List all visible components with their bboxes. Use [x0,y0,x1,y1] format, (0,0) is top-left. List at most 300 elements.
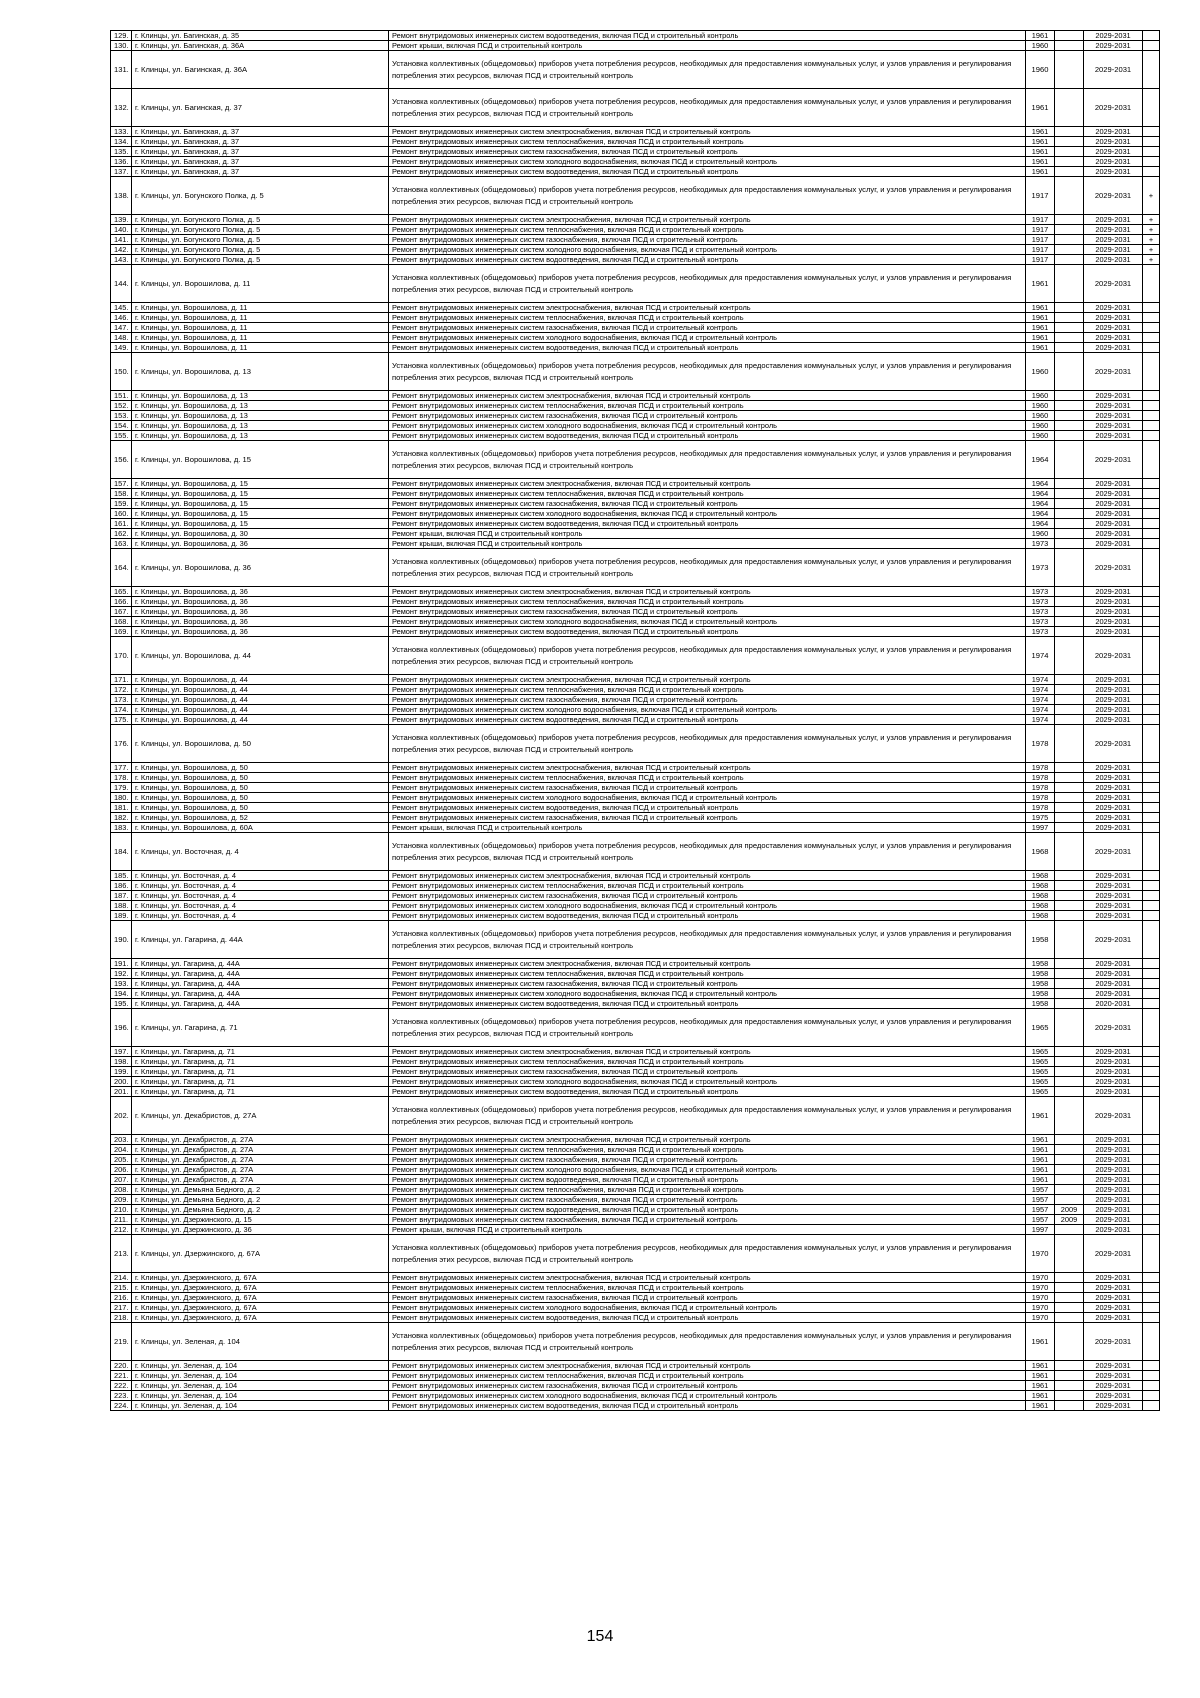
table-row [111,1401,1160,1411]
last-repair-year-cell [1055,1067,1084,1077]
status-mark-cell [1143,763,1160,773]
work-type-cell: Ремонт внутридомовых инженерных систем теплоснабжения, включая ПСД и строительный контроль [389,773,1026,783]
row-number-cell: 157. [111,479,132,489]
work-type-cell: Ремонт внутридомовых инженерных систем газоснабжения, включая ПСД и строительный контроль [389,323,1026,333]
table-row [111,235,1160,245]
planned-period-cell: 2029-2031 [1084,1205,1143,1215]
status-mark-cell [1143,549,1160,587]
status-mark-cell [1143,519,1160,529]
address-cell: г. Клинцы, ул. Ворошилова, д. 44 [132,705,389,715]
work-type-cell: Ремонт внутридомовых инженерных систем газоснабжения, включая ПСД и строительный контроль [389,1067,1026,1077]
row-number-cell: 192. [111,969,132,979]
planned-period-cell: 2029-2031 [1084,1195,1143,1205]
work-type-cell: Ремонт крыши, включая ПСД и строительный контроль [389,823,1026,833]
build-year-cell: 1960 [1026,411,1055,421]
build-year-cell: 1978 [1026,783,1055,793]
planned-period-cell: 2029-2031 [1084,607,1143,617]
last-repair-year-cell [1055,313,1084,323]
work-type-cell: Ремонт внутридомовых инженерных систем холодного водоснабжения, включая ПСД и строительный контроль [389,1077,1026,1087]
status-mark-cell [1143,921,1160,959]
build-year-cell: 1917 [1026,177,1055,215]
build-year-cell: 1964 [1026,441,1055,479]
planned-period-cell: 2029-2031 [1084,343,1143,353]
build-year-cell: 1965 [1026,1047,1055,1057]
status-mark-cell [1143,725,1160,763]
planned-period-cell: 2029-2031 [1084,833,1143,871]
last-repair-year-cell [1055,137,1084,147]
work-type-cell: Ремонт внутридомовых инженерных систем электроснабжения, включая ПСД и строительный контроль [389,479,1026,489]
row-number-cell: 208. [111,1185,132,1195]
build-year-cell: 1961 [1026,1145,1055,1155]
table-row [111,1087,1160,1097]
build-year-cell: 1917 [1026,245,1055,255]
last-repair-year-cell [1055,265,1084,303]
address-cell: г. Клинцы, ул. Зеленая, д. 104 [132,1323,389,1361]
build-year-cell: 1974 [1026,685,1055,695]
row-number-cell: 162. [111,529,132,539]
planned-period-cell: 2029-2031 [1084,695,1143,705]
work-type-cell: Ремонт внутридомовых инженерных систем холодного водоснабжения, включая ПСД и строительный контроль [389,509,1026,519]
table-row [111,499,1160,509]
build-year-cell: 1973 [1026,539,1055,549]
table-row [111,695,1160,705]
work-type-cell: Ремонт внутридомовых инженерных систем электроснабжения, включая ПСД и строительный контроль [389,763,1026,773]
build-year-cell: 1964 [1026,499,1055,509]
address-cell: г. Клинцы, ул. Ворошилова, д. 13 [132,353,389,391]
status-mark-cell: + [1143,235,1160,245]
work-type-cell: Ремонт внутридомовых инженерных систем электроснабжения, включая ПСД и строительный контроль [389,391,1026,401]
build-year-cell: 1968 [1026,891,1055,901]
last-repair-year-cell [1055,783,1084,793]
last-repair-year-cell [1055,637,1084,675]
build-year-cell: 1960 [1026,421,1055,431]
planned-period-cell: 2029-2031 [1084,1235,1143,1273]
status-mark-cell [1143,31,1160,41]
last-repair-year-cell [1055,1175,1084,1185]
table-row [111,265,1160,303]
status-mark-cell [1143,715,1160,725]
build-year-cell: 1978 [1026,773,1055,783]
planned-period-cell: 2029-2031 [1084,959,1143,969]
status-mark-cell [1143,1293,1160,1303]
build-year-cell: 1997 [1026,1225,1055,1235]
last-repair-year-cell [1055,675,1084,685]
row-number-cell: 179. [111,783,132,793]
row-number-cell: 158. [111,489,132,499]
row-number-cell: 177. [111,763,132,773]
status-mark-cell [1143,1235,1160,1273]
address-cell: г. Клинцы, ул. Багинская, д. 37 [132,167,389,177]
last-repair-year-cell [1055,441,1084,479]
work-type-cell: Ремонт внутридомовых инженерных систем холодного водоснабжения, включая ПСД и строительный контроль [389,245,1026,255]
address-cell: г. Клинцы, ул. Зеленая, д. 104 [132,1361,389,1371]
build-year-cell: 1961 [1026,265,1055,303]
status-mark-cell [1143,813,1160,823]
build-year-cell: 1961 [1026,1097,1055,1135]
work-type-cell: Ремонт внутридомовых инженерных систем газоснабжения, включая ПСД и строительный контроль [389,1195,1026,1205]
status-mark-cell [1143,1283,1160,1293]
repair-program-sheet [110,30,1155,1411]
table-row [111,137,1160,147]
address-cell: г. Клинцы, ул. Ворошилова, д. 11 [132,323,389,333]
table-row [111,597,1160,607]
last-repair-year-cell [1055,587,1084,597]
table-row [111,431,1160,441]
last-repair-year-cell [1055,823,1084,833]
last-repair-year-cell [1055,959,1084,969]
row-number-cell: 221. [111,1371,132,1381]
address-cell: г. Клинцы, ул. Гагарина, д. 44А [132,989,389,999]
planned-period-cell: 2029-2031 [1084,969,1143,979]
row-number-cell: 142. [111,245,132,255]
last-repair-year-cell [1055,617,1084,627]
row-number-cell: 204. [111,1145,132,1155]
build-year-cell: 1958 [1026,989,1055,999]
table-row [111,353,1160,391]
last-repair-year-cell [1055,41,1084,51]
planned-period-cell: 2029-2031 [1084,529,1143,539]
planned-period-cell: 2029-2031 [1084,127,1143,137]
build-year-cell: 1960 [1026,41,1055,51]
table-row [111,1077,1160,1087]
table-row [111,1205,1160,1215]
status-mark-cell [1143,637,1160,675]
status-mark-cell [1143,881,1160,891]
address-cell: г. Клинцы, ул. Багинская, д. 37 [132,137,389,147]
status-mark-cell [1143,1047,1160,1057]
last-repair-year-cell [1055,607,1084,617]
status-mark-cell [1143,1215,1160,1225]
planned-period-cell: 2029-2031 [1084,431,1143,441]
address-cell: г. Клинцы, ул. Дзержинского, д. 67А [132,1293,389,1303]
work-type-cell: Ремонт внутридомовых инженерных систем водоотведения, включая ПСД и строительный контроль [389,911,1026,921]
last-repair-year-cell [1055,1057,1084,1067]
table-row [111,51,1160,89]
work-type-cell: Ремонт внутридомовых инженерных систем холодного водоснабжения, включая ПСД и строительный контроль [389,793,1026,803]
row-number-cell: 175. [111,715,132,725]
planned-period-cell: 2029-2031 [1084,1077,1143,1087]
status-mark-cell [1143,441,1160,479]
last-repair-year-cell [1055,813,1084,823]
page-number: 154 [586,1628,614,1645]
last-repair-year-cell [1055,891,1084,901]
planned-period-cell: 2029-2031 [1084,265,1143,303]
planned-period-cell: 2029-2031 [1084,323,1143,333]
status-mark-cell [1143,1313,1160,1323]
work-type-cell: Ремонт внутридомовых инженерных систем газоснабжения, включая ПСД и строительный контроль [389,783,1026,793]
table-row [111,763,1160,773]
table-row [111,881,1160,891]
planned-period-cell: 2029-2031 [1084,401,1143,411]
table-row [111,685,1160,695]
last-repair-year-cell [1055,1195,1084,1205]
work-type-cell: Ремонт внутридомовых инженерных систем теплоснабжения, включая ПСД и строительный контроль [389,401,1026,411]
work-type-cell: Ремонт внутридомовых инженерных систем холодного водоснабжения, включая ПСД и строительный контроль [389,901,1026,911]
row-number-cell: 214. [111,1273,132,1283]
table-row [111,441,1160,479]
address-cell: г. Клинцы, ул. Багинская, д. 37 [132,157,389,167]
last-repair-year-cell [1055,1323,1084,1361]
work-type-cell: Установка коллективных (общедомовых) приборов учета потребления ресурсов, необходимых для предоставления коммунальных услуг, и узлов управления и регулирования потребления этих ресурсов, включая ПСД и строительный контроль [389,637,1026,675]
last-repair-year-cell [1055,1313,1084,1323]
build-year-cell: 1964 [1026,479,1055,489]
planned-period-cell: 2029-2031 [1084,167,1143,177]
row-number-cell: 145. [111,303,132,313]
address-cell: г. Клинцы, ул. Гагарина, д. 44А [132,959,389,969]
table-row [111,41,1160,51]
status-mark-cell [1143,989,1160,999]
address-cell: г. Клинцы, ул. Зеленая, д. 104 [132,1381,389,1391]
work-type-cell: Установка коллективных (общедомовых) приборов учета потребления ресурсов, необходимых для предоставления коммунальных услуг, и узлов управления и регулирования потребления этих ресурсов, включая ПСД и строительный контроль [389,1097,1026,1135]
work-type-cell: Ремонт внутридомовых инженерных систем газоснабжения, включая ПСД и строительный контроль [389,1155,1026,1165]
row-number-cell: 148. [111,333,132,343]
planned-period-cell: 2029-2031 [1084,901,1143,911]
address-cell: г. Клинцы, ул. Ворошилова, д. 50 [132,773,389,783]
row-number-cell: 176. [111,725,132,763]
row-number-cell: 222. [111,1381,132,1391]
row-number-cell: 140. [111,225,132,235]
status-mark-cell: + [1143,245,1160,255]
address-cell: г. Клинцы, ул. Восточная, д. 4 [132,901,389,911]
build-year-cell: 1974 [1026,705,1055,715]
build-year-cell: 1974 [1026,675,1055,685]
last-repair-year-cell [1055,685,1084,695]
address-cell: г. Клинцы, ул. Богунского Полка, д. 5 [132,245,389,255]
planned-period-cell: 2029-2031 [1084,441,1143,479]
row-number-cell: 199. [111,1067,132,1077]
build-year-cell: 1961 [1026,333,1055,343]
table-row [111,245,1160,255]
work-type-cell: Ремонт внутридомовых инженерных систем теплоснабжения, включая ПСД и строительный контроль [389,1371,1026,1381]
work-type-cell: Ремонт внутридомовых инженерных систем водоотведения, включая ПСД и строительный контроль [389,431,1026,441]
build-year-cell: 1960 [1026,391,1055,401]
planned-period-cell: 2029-2031 [1084,215,1143,225]
work-type-cell: Установка коллективных (общедомовых) приборов учета потребления ресурсов, необходимых для предоставления коммунальных услуг, и узлов управления и регулирования потребления этих ресурсов, включая ПСД и строительный контроль [389,265,1026,303]
address-cell: г. Клинцы, ул. Восточная, д. 4 [132,891,389,901]
address-cell: г. Клинцы, ул. Ворошилова, д. 36 [132,617,389,627]
build-year-cell: 1961 [1026,1165,1055,1175]
build-year-cell: 1973 [1026,549,1055,587]
planned-period-cell: 2029-2031 [1084,1215,1143,1225]
last-repair-year-cell [1055,627,1084,637]
build-year-cell: 1965 [1026,1057,1055,1067]
planned-period-cell: 2029-2031 [1084,157,1143,167]
planned-period-cell: 2029-2031 [1084,1135,1143,1145]
row-number-cell: 196. [111,1009,132,1047]
table-row [111,911,1160,921]
row-number-cell: 161. [111,519,132,529]
table-row [111,1303,1160,1313]
row-number-cell: 201. [111,1087,132,1097]
build-year-cell: 1973 [1026,597,1055,607]
address-cell: г. Клинцы, ул. Ворошилова, д. 50 [132,803,389,813]
address-cell: г. Клинцы, ул. Ворошилова, д. 15 [132,441,389,479]
work-type-cell: Установка коллективных (общедомовых) приборов учета потребления ресурсов, необходимых для предоставления коммунальных услуг, и узлов управления и регулирования потребления этих ресурсов, включая ПСД и строительный контроль [389,89,1026,127]
address-cell: г. Клинцы, ул. Демьяна Бедного, д. 2 [132,1205,389,1215]
address-cell: г. Клинцы, ул. Ворошилова, д. 50 [132,783,389,793]
planned-period-cell: 2029-2031 [1084,881,1143,891]
build-year-cell: 1958 [1026,921,1055,959]
build-year-cell: 1960 [1026,353,1055,391]
status-mark-cell [1143,323,1160,333]
build-year-cell: 1957 [1026,1185,1055,1195]
planned-period-cell: 2029-2031 [1084,245,1143,255]
build-year-cell: 1978 [1026,793,1055,803]
last-repair-year-cell [1055,1145,1084,1155]
status-mark-cell [1143,479,1160,489]
row-number-cell: 136. [111,157,132,167]
last-repair-year-cell [1055,1077,1084,1087]
status-mark-cell [1143,411,1160,421]
address-cell: г. Клинцы, ул. Ворошилова, д. 11 [132,313,389,323]
row-number-cell: 132. [111,89,132,127]
last-repair-year-cell [1055,499,1084,509]
status-mark-cell [1143,431,1160,441]
last-repair-year-cell [1055,1225,1084,1235]
build-year-cell: 1960 [1026,529,1055,539]
build-year-cell: 1968 [1026,833,1055,871]
row-number-cell: 181. [111,803,132,813]
row-number-cell: 202. [111,1097,132,1135]
row-number-cell: 178. [111,773,132,783]
table-row [111,177,1160,215]
last-repair-year-cell [1055,539,1084,549]
last-repair-year-cell [1055,31,1084,41]
work-type-cell: Ремонт внутридомовых инженерных систем теплоснабжения, включая ПСД и строительный контроль [389,1283,1026,1293]
address-cell: г. Клинцы, ул. Ворошилова, д. 50 [132,793,389,803]
row-number-cell: 130. [111,41,132,51]
work-type-cell: Ремонт внутридомовых инженерных систем газоснабжения, включая ПСД и строительный контроль [389,411,1026,421]
work-type-cell: Установка коллективных (общедомовых) приборов учета потребления ресурсов, необходимых для предоставления коммунальных услуг, и узлов управления и регулирования потребления этих ресурсов, включая ПСД и строительный контроль [389,725,1026,763]
table-row [111,225,1160,235]
row-number-cell: 164. [111,549,132,587]
planned-period-cell: 2029-2031 [1084,41,1143,51]
planned-period-cell: 2029-2031 [1084,921,1143,959]
address-cell: г. Клинцы, ул. Декабристов, д. 27А [132,1145,389,1155]
work-type-cell: Установка коллективных (общедомовых) приборов учета потребления ресурсов, необходимых для предоставления коммунальных услуг, и узлов управления и регулирования потребления этих ресурсов, включая ПСД и строительный контроль [389,1323,1026,1361]
address-cell: г. Клинцы, ул. Гагарина, д. 71 [132,1047,389,1057]
work-type-cell: Ремонт внутридомовых инженерных систем электроснабжения, включая ПСД и строительный контроль [389,1273,1026,1283]
row-number-cell: 147. [111,323,132,333]
address-cell: г. Клинцы, ул. Ворошилова, д. 15 [132,489,389,499]
table-row [111,127,1160,137]
work-type-cell: Ремонт внутридомовых инженерных систем водоотведения, включая ПСД и строительный контроль [389,343,1026,353]
work-type-cell: Ремонт внутридомовых инженерных систем теплоснабжения, включая ПСД и строительный контроль [389,685,1026,695]
address-cell: г. Клинцы, ул. Зеленая, д. 104 [132,1371,389,1381]
status-mark-cell [1143,685,1160,695]
address-cell: г. Клинцы, ул. Багинская, д. 37 [132,89,389,127]
status-mark-cell [1143,499,1160,509]
last-repair-year-cell [1055,725,1084,763]
last-repair-year-cell [1055,147,1084,157]
last-repair-year-cell [1055,833,1084,871]
last-repair-year-cell: 2009 [1055,1205,1084,1215]
planned-period-cell: 2029-2031 [1084,411,1143,421]
last-repair-year-cell [1055,1273,1084,1283]
planned-period-cell: 2029-2031 [1084,597,1143,607]
work-type-cell: Установка коллективных (общедомовых) приборов учета потребления ресурсов, необходимых для предоставления коммунальных услуг, и узлов управления и регулирования потребления этих ресурсов, включая ПСД и строительный контроль [389,549,1026,587]
address-cell: г. Клинцы, ул. Зеленая, д. 104 [132,1391,389,1401]
build-year-cell: 1974 [1026,637,1055,675]
address-cell: г. Клинцы, ул. Ворошилова, д. 15 [132,479,389,489]
status-mark-cell [1143,529,1160,539]
status-mark-cell [1143,1135,1160,1145]
status-mark-cell [1143,1391,1160,1401]
last-repair-year-cell [1055,215,1084,225]
address-cell: г. Клинцы, ул. Ворошилова, д. 13 [132,411,389,421]
last-repair-year-cell [1055,979,1084,989]
last-repair-year-cell [1055,911,1084,921]
status-mark-cell [1143,959,1160,969]
planned-period-cell: 2029-2031 [1084,225,1143,235]
planned-period-cell: 2029-2031 [1084,421,1143,431]
table-row [111,1391,1160,1401]
build-year-cell: 1968 [1026,881,1055,891]
table-row [111,617,1160,627]
work-type-cell: Ремонт внутридомовых инженерных систем водоотведения, включая ПСД и строительный контроль [389,627,1026,637]
row-number-cell: 195. [111,999,132,1009]
table-row [111,1381,1160,1391]
row-number-cell: 153. [111,411,132,421]
planned-period-cell: 2029-2031 [1084,1371,1143,1381]
build-year-cell: 1917 [1026,235,1055,245]
last-repair-year-cell [1055,245,1084,255]
planned-period-cell: 2029-2031 [1084,715,1143,725]
planned-period-cell: 2029-2031 [1084,353,1143,391]
work-type-cell: Ремонт внутридомовых инженерных систем водоотведения, включая ПСД и строительный контроль [389,255,1026,265]
build-year-cell: 1958 [1026,999,1055,1009]
build-year-cell: 1970 [1026,1303,1055,1313]
address-cell: г. Клинцы, ул. Ворошилова, д. 50 [132,763,389,773]
last-repair-year-cell [1055,303,1084,313]
build-year-cell: 1961 [1026,1401,1055,1411]
last-repair-year-cell [1055,343,1084,353]
table-row [111,871,1160,881]
planned-period-cell: 2029-2031 [1084,911,1143,921]
planned-period-cell: 2029-2031 [1084,1097,1143,1135]
work-type-cell: Ремонт крыши, включая ПСД и строительный контроль [389,529,1026,539]
table-row [111,675,1160,685]
address-cell: г. Клинцы, ул. Дзержинского, д. 36 [132,1225,389,1235]
address-cell: г. Клинцы, ул. Богунского Полка, д. 5 [132,177,389,215]
planned-period-cell: 2029-2031 [1084,147,1143,157]
table-row [111,539,1160,549]
table-row [111,167,1160,177]
row-number-cell: 166. [111,597,132,607]
planned-period-cell: 2029-2031 [1084,1009,1143,1047]
table-row [111,1135,1160,1145]
last-repair-year-cell [1055,391,1084,401]
table-row [111,343,1160,353]
work-type-cell: Ремонт внутридомовых инженерных систем холодного водоснабжения, включая ПСД и строительный контроль [389,157,1026,167]
row-number-cell: 150. [111,353,132,391]
work-type-cell: Ремонт внутридомовых инженерных систем газоснабжения, включая ПСД и строительный контроль [389,499,1026,509]
build-year-cell: 1961 [1026,323,1055,333]
row-number-cell: 139. [111,215,132,225]
last-repair-year-cell [1055,225,1084,235]
status-mark-cell [1143,871,1160,881]
row-number-cell: 151. [111,391,132,401]
table-row [111,901,1160,911]
last-repair-year-cell [1055,1185,1084,1195]
last-repair-year-cell [1055,1293,1084,1303]
last-repair-year-cell [1055,421,1084,431]
build-year-cell: 1974 [1026,715,1055,725]
build-year-cell: 1961 [1026,89,1055,127]
row-number-cell: 220. [111,1361,132,1371]
address-cell: г. Клинцы, ул. Ворошилова, д. 50 [132,725,389,763]
status-mark-cell [1143,539,1160,549]
